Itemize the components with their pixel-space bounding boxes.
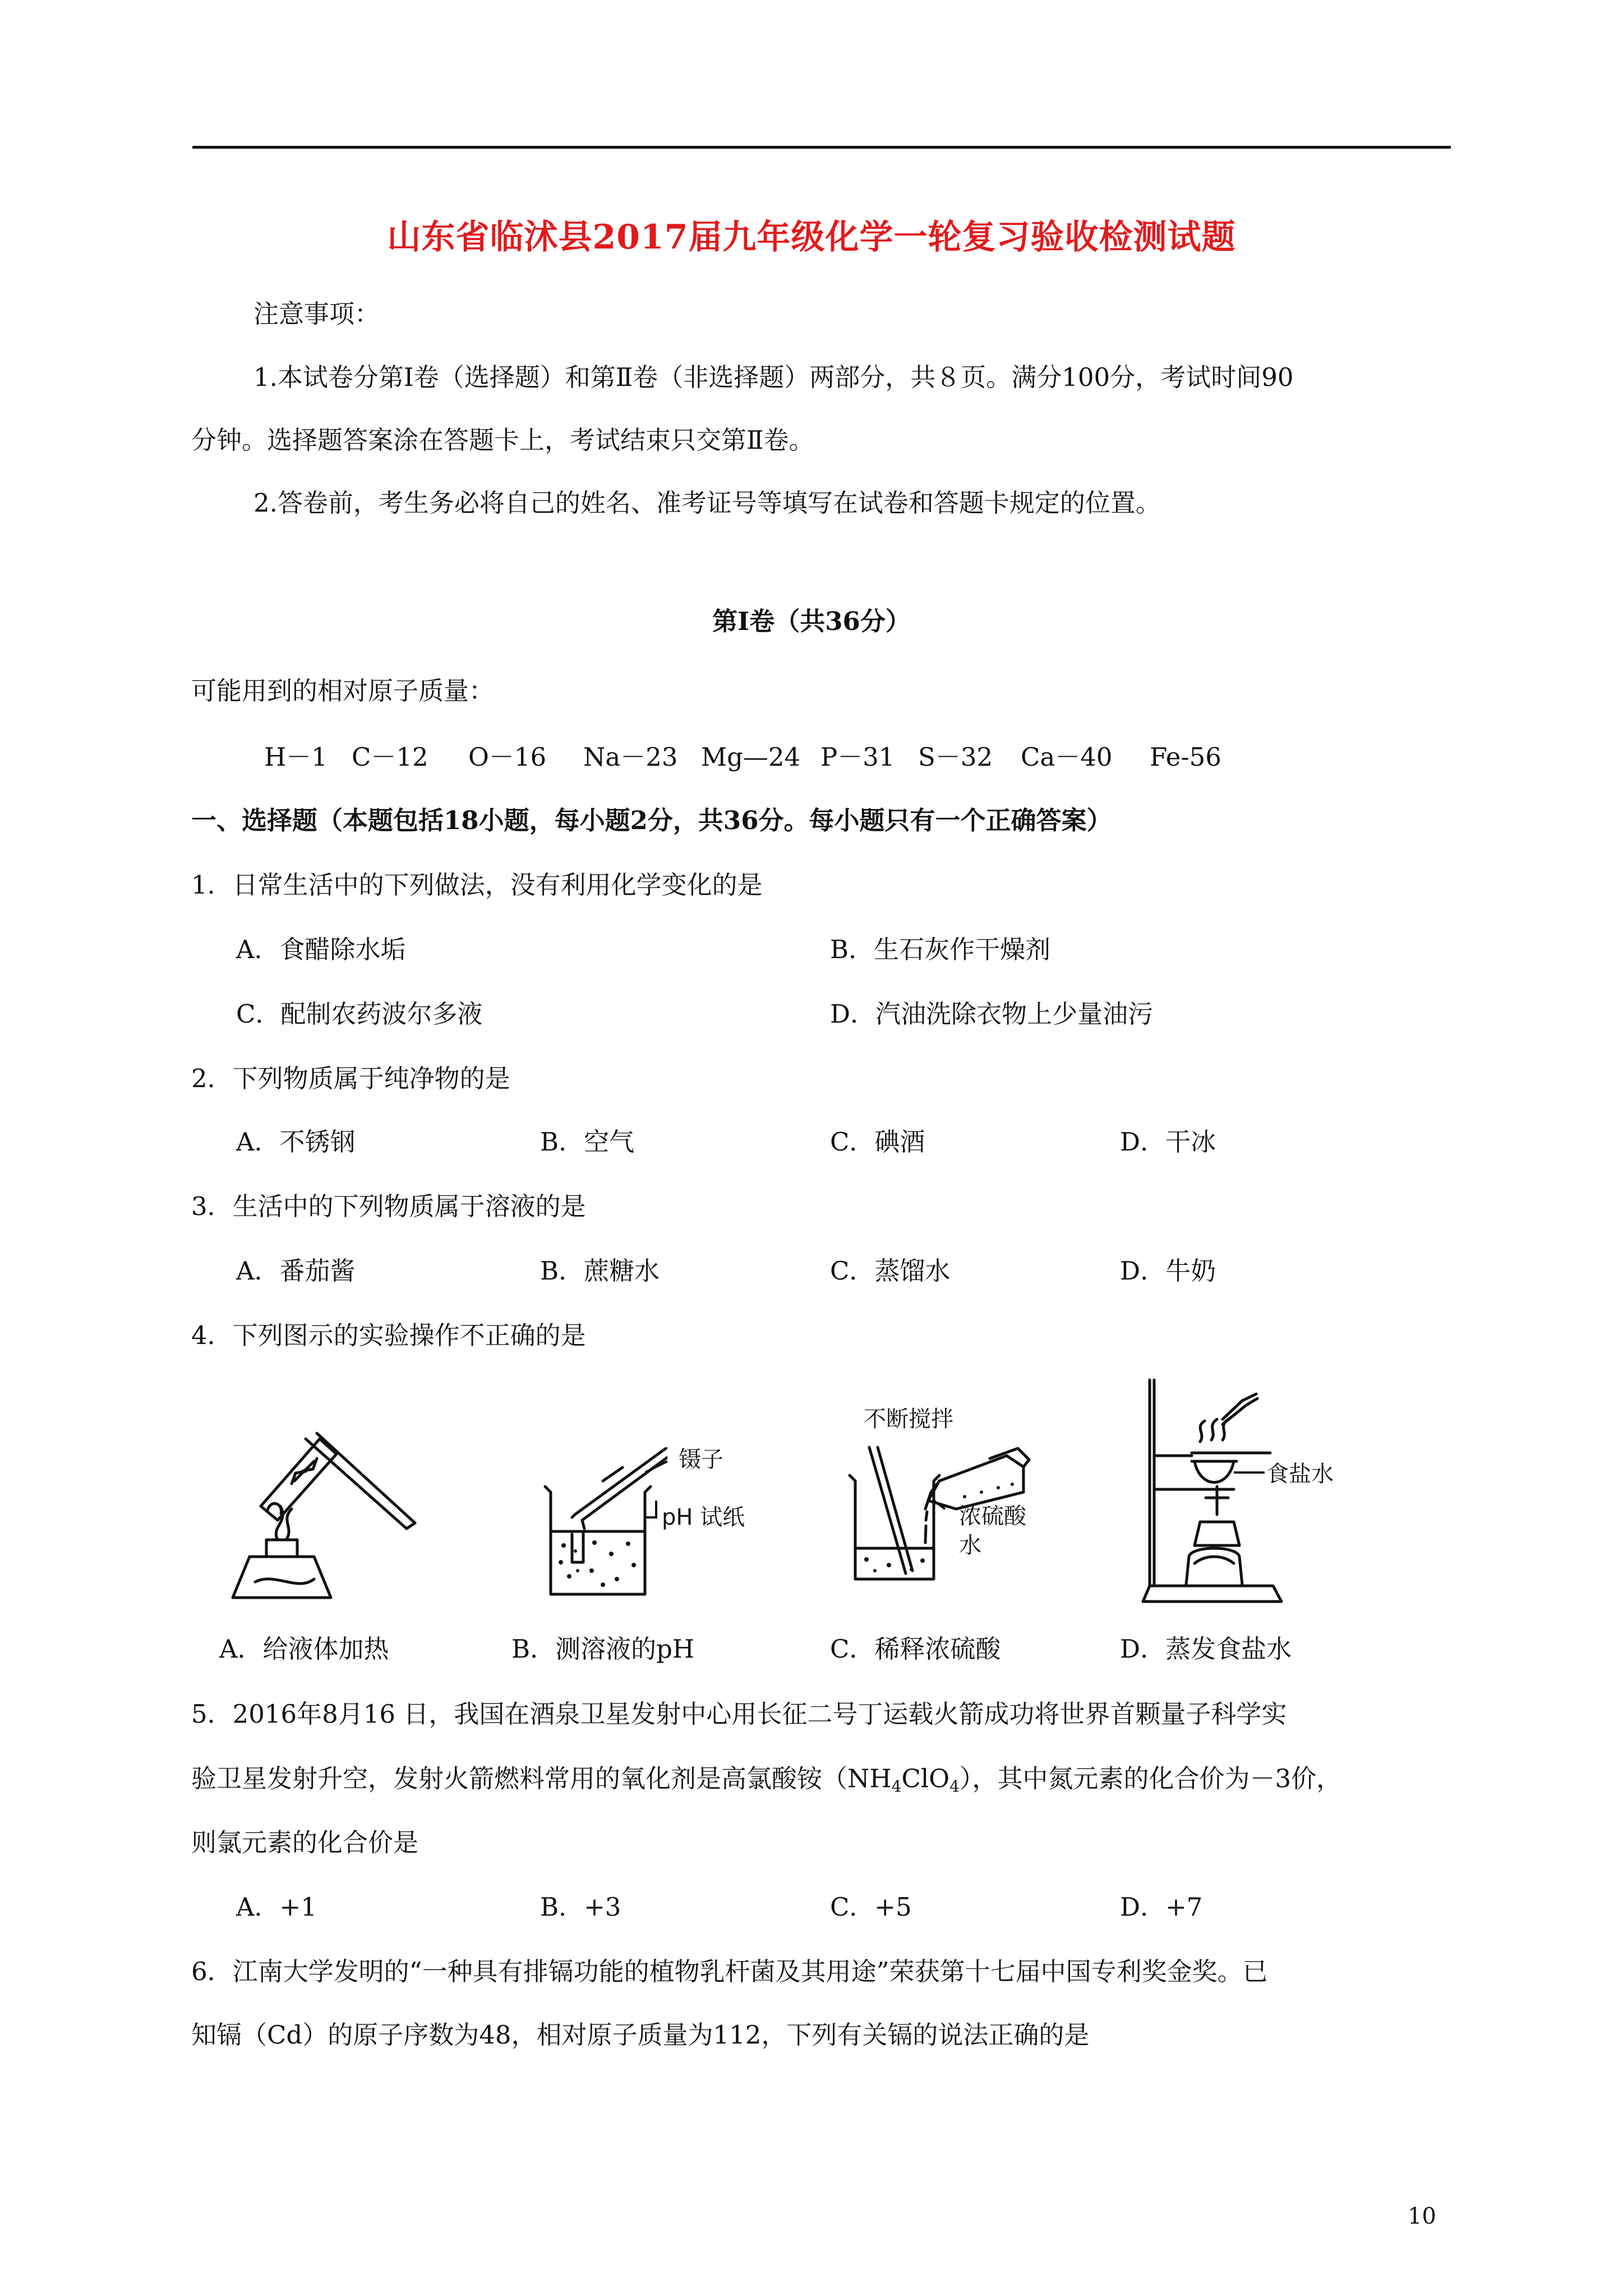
- atomic-mass-item: Na－23: [583, 742, 678, 772]
- page-title: 山东省临沭县2017届九年级化学一轮复习验收检测试题: [387, 218, 1236, 257]
- question-5-option-a: A．+1: [236, 1892, 317, 1922]
- atomic-mass-item: C－12: [352, 742, 428, 772]
- page-number: 10: [1408, 2203, 1436, 2229]
- notes-item-1-line-2: 分钟。选择题答案涂在答题卡上，考试结束只交第Ⅱ卷。: [191, 425, 814, 455]
- question-1-option-d: D．汽油洗除衣物上少量油污: [830, 999, 1154, 1029]
- label-tweezers: 镊子: [679, 1447, 723, 1473]
- label-conc-sulfuric-acid: 浓硫酸: [959, 1503, 1026, 1529]
- question-2-stem: 2．下列物质属于纯净物的是: [191, 1064, 510, 1093]
- question-5-stem-line-3: 则氯元素的化合价是: [191, 1828, 419, 1857]
- question-4-option-d: D．蒸发食盐水: [1120, 1634, 1292, 1664]
- notes-item-2: 2.答卷前，考生务必将自己的姓名、准考证号等填写在试卷和答题卡规定的位置。: [253, 488, 1161, 518]
- label-water: 水: [959, 1533, 981, 1558]
- question-3-option-b: B．蔗糖水: [540, 1256, 660, 1286]
- section-title: 第Ⅰ卷（共36分）: [712, 606, 911, 636]
- atomic-mass-label: 可能用到的相对原子质量：: [191, 676, 495, 706]
- question-3-option-d: D．牛奶: [1120, 1256, 1216, 1286]
- notes-heading: 注意事项：: [253, 299, 380, 329]
- question-1-option-b: B．生石灰作干燥剂: [830, 935, 1051, 964]
- question-2-option-b: B．空气: [540, 1127, 635, 1157]
- label-ph-paper: pH 试纸: [662, 1504, 745, 1530]
- question-1-option-a: A．食醋除水垢: [236, 935, 406, 964]
- question-4-option-c: C．稀释浓硫酸: [830, 1634, 1001, 1664]
- atomic-mass-item: Ca－40: [1021, 742, 1113, 772]
- question-3-option-a: A．番茄酱: [236, 1256, 356, 1286]
- question-2-option-c: C．碘酒: [830, 1127, 925, 1157]
- question-1-stem: 1．日常生活中的下列做法，没有利用化学变化的是: [191, 870, 763, 900]
- figure-evaporate-salt-water: [1138, 1377, 1290, 1607]
- notes-item-1-line-1: 1.本试卷分第Ⅰ卷（选择题）和第Ⅱ卷（非选择题）两部分，共８页。满分100分，考试时间90: [253, 362, 1294, 392]
- atomic-mass-item: H－1: [264, 742, 328, 772]
- question-2-option-d: D．干冰: [1120, 1127, 1216, 1157]
- atomic-mass-item: S－32: [918, 742, 993, 772]
- figure-d-leader-line: [1234, 1464, 1267, 1481]
- question-3-stem: 3．生活中的下列物质属于溶液的是: [191, 1191, 586, 1221]
- part-heading: 一、选择题（本题包括18小题，每小题2分，共36分。每小题只有一个正确答案）: [191, 806, 1112, 835]
- atomic-mass-item: O－16: [468, 742, 547, 772]
- question-4-stem: 4．下列图示的实验操作不正确的是: [191, 1320, 586, 1350]
- question-6-stem-line-1: 6．江南大学发明的“一种具有排镉功能的植物乳杆菌及其用途”荣获第十七届中国专利奖金奖。已: [191, 1957, 1268, 1986]
- question-5-stem-line-2: 验卫星发射升空，发射火箭燃料常用的氧化剂是高氯酸铵$(NH_4ClO_4)$，其中氮元素的化合价为－3价，: [191, 1764, 1342, 1796]
- question-6-stem-line-2: 知镉（Cd）的原子序数为48，相对原子质量为112，下列有关镉的说法正确的是: [191, 2020, 1090, 2050]
- question-4-option-a: A．给液体加热: [219, 1634, 389, 1664]
- question-3-option-c: C．蒸馏水: [830, 1256, 951, 1286]
- question-4-option-b: B．测溶液的pH: [511, 1634, 695, 1664]
- atomic-mass-item: Fe-56: [1150, 742, 1221, 772]
- question-5-stem-line-1: 5．2016年8月16 日，我国在酒泉卫星发射中心用长征二号丁运载火箭成功将世界首颗量子科学实: [191, 1699, 1287, 1729]
- atomic-mass-item: P－31: [820, 742, 895, 772]
- question-1-option-c: C．配制农药波尔多液: [236, 999, 483, 1029]
- label-salt-water: 食盐水: [1266, 1461, 1334, 1487]
- question-2-option-a: A．不锈钢: [236, 1127, 356, 1157]
- figure-heating-liquid: [222, 1414, 423, 1604]
- question-5-option-b: B．+3: [540, 1892, 621, 1922]
- atomic-mass-item: Mg—24: [701, 742, 801, 772]
- question-5-option-d: D．+7: [1120, 1892, 1203, 1922]
- question-5-option-c: C．+5: [830, 1892, 912, 1922]
- label-stirring: 不断搅拌: [864, 1406, 953, 1432]
- header-rule: [192, 146, 1451, 149]
